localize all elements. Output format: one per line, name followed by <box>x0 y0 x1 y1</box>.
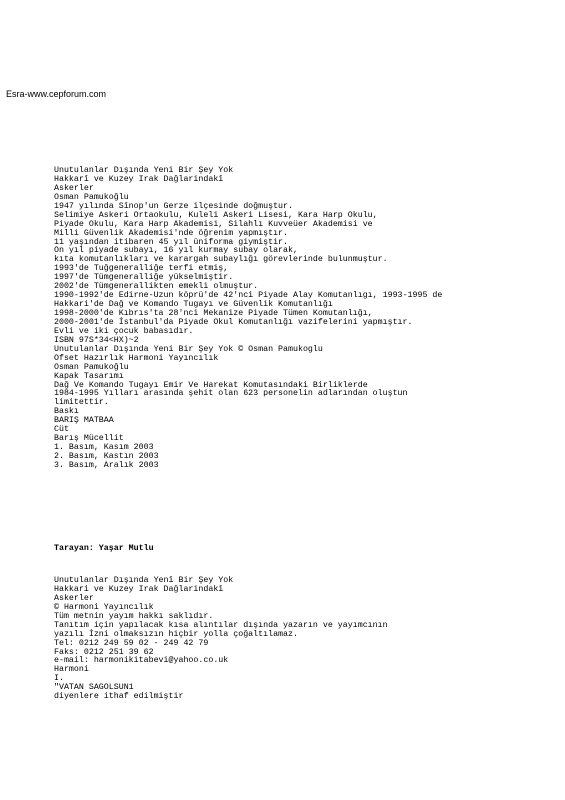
copyright-line: Harmoni <box>54 665 89 675</box>
colophon-line: 1990-1992'de Edirne-Uzun köprü'de 42'nci Piyade Alay Komutanlıgı, 1993-1995 de <box>54 291 443 301</box>
colophon-line: Cüt <box>54 425 69 435</box>
copyright-line: Tanıtım için yapılacak kısa alıntılar dışında yazarın ve yayımcının <box>54 620 388 630</box>
copyright-line: I. <box>54 674 64 684</box>
copyright-line: Unutulanlar Dışında Yenî Bir Şey Yok <box>54 576 234 585</box>
colophon-line: Piyade Okulu, Kara Harp Akademisi, Silahlı Kuvveüer Akademisi ve <box>54 219 373 229</box>
colophon-line: 1998-2000'de Kıbrıs'ta 28'nci Mekanize Piyade Tümen Komutanlığı, <box>54 309 373 318</box>
colophon-line: ISBN 97S*34<HX)~2 <box>54 335 139 345</box>
copyright-line: Faks: 0212 251 39 62 <box>54 647 154 657</box>
colophon-line: Barış Mücellit <box>54 434 124 444</box>
copyright-line: e-mail: harmonikitabevi@yahoo.co.uk <box>54 656 229 666</box>
colophon-line: 11 yaşından itibaren 45 yıl üniforma giymiştir. <box>54 237 289 247</box>
colophon-line: Askerler <box>54 183 94 193</box>
colophon-line: Ofset Hazırlık Harmoni Yayıncılık <box>54 353 219 363</box>
copyright-line: Askerler <box>54 593 94 603</box>
colophon-line: 2000-2001'de İstanbul'da Piyade Okul Komutanlığı vazifelerini yapmıştır. <box>54 317 413 327</box>
colophon-line: BARIŞ MATBAA <box>54 416 114 426</box>
colophon-line: On yıl piyade subayı, 16 yıl kurmay subay olarak, <box>54 246 298 256</box>
colophon-line: 3. Basım, Aralık 2003 <box>54 460 159 470</box>
copyright-line: Tüm metnin yayım hakkı saklıdır. <box>54 611 214 621</box>
colophon-line: 1. Basım, Kasım 2003 <box>54 443 154 453</box>
copyright-line: diyenlere ithaf edilmiştir <box>54 692 184 702</box>
colophon-line: Selimiye Askeri Ortaokulu, Kuleli Askeri Lisesi, Kara Harp Okulu, <box>54 210 378 220</box>
colophon-line: 2. Basım, Kastın 2003 <box>54 452 159 461</box>
colophon-line: Milli Güvenlik Akademisi'nde öğrenim yapmıştır. <box>54 228 289 238</box>
colophon-line: Unutulanlar Dışında Yeni Bir Şey Yok © Osman Pamukoglu <box>54 344 323 354</box>
copyright-line: "VATAN SAGOLSUN1 <box>54 683 134 693</box>
colophon-line: Osman Pamukoğlu <box>54 192 129 202</box>
colophon-line: Osman Pamukoğlu <box>54 362 129 372</box>
colophon-line: Unutulanlar Dışında Yeni Bir Şey Yok <box>54 166 234 175</box>
copyright-line: © Harmoni Yayıncılık <box>54 602 154 612</box>
header-url: Esra-www.cepforum.com <box>6 89 107 99</box>
copyright-line: Hakkari ve Kuzey Irak Dağlarindakî <box>54 584 224 594</box>
colophon-line: Baskı <box>54 407 79 417</box>
colophon-block <box>54 167 442 471</box>
colophon-line: 1947 yılında Sînop'un Gerze ilçesinde doğmuştur. <box>54 201 293 211</box>
colophon-line: Hakkarî ve Kuzey Irak Dağlarindakî <box>54 174 224 184</box>
copyright-block <box>54 577 388 702</box>
scanner-credit: Tarayan: Yaşar Mutlu <box>54 544 154 553</box>
colophon-line: Dağ Ve Komando Tugayı Emir Ve Harekat Komutasındaki Birliklerde <box>54 380 368 390</box>
copyright-line: yazılı İzni olmaksızın hiçbir yolla çoğaltılamaz. <box>54 629 298 639</box>
colophon-line: Hakkari'de Dağ ve Komando Tugayı ve Güvenlik Komutanlığı <box>54 300 333 310</box>
colophon-line: 1997'de Tümgeneralliğe yükselmiştir. <box>54 273 234 283</box>
colophon-line: 1993'de Tuğgeneralliğe terfi etmiş, <box>54 264 229 274</box>
colophon-line: 1984-1995 Yılları arasında şehit olan 623 personelin adlarından oluştun <box>54 389 408 399</box>
copyright-line: Tel: 0212 249 59 02 - 249 42 79 <box>54 638 209 648</box>
colophon-line: Evli ve iki çocuk babasıdır. <box>54 326 194 336</box>
colophon-line: 2002'de Tümgenerallikten emekli olmuştur. <box>54 282 259 292</box>
colophon-line: Kapak Tasarımı <box>54 371 124 381</box>
colophon-line: limitettir. <box>54 398 109 408</box>
colophon-line: kıta komutanlıkları ve karargah subaylığı görevlerinde bulunmuştur. <box>54 255 388 265</box>
